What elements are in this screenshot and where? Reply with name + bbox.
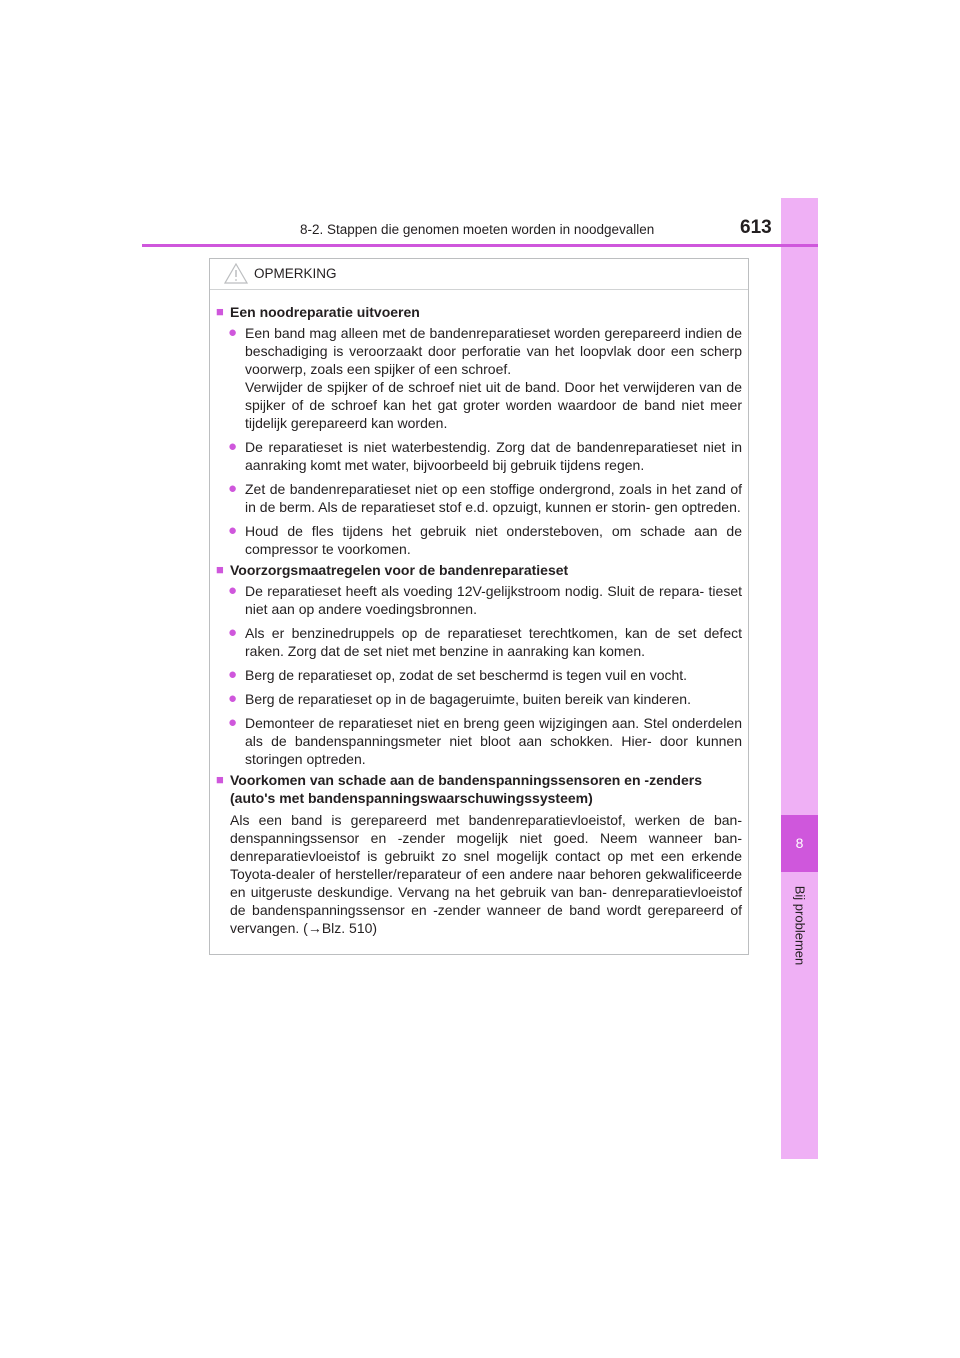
section-heading-text: Een noodreparatie uitvoeren [230,304,420,320]
list-item [216,690,742,708]
round-bullet-icon: ● [228,324,238,341]
header-rule [142,244,818,247]
square-bullet-icon: ■ [216,562,224,577]
square-bullet-icon: ■ [216,772,224,787]
round-bullet-icon: ● [228,666,238,683]
section-heading-text: Voorkomen van schade aan de bandenspanningssensoren en -zenders (auto's met bandenspanningswaarschuwingssysteem) [230,772,702,806]
list-item [216,438,742,474]
round-bullet-icon: ● [228,624,238,641]
chapter-label: Bij problemen [792,885,807,965]
list-item-text: De reparatieset heeft als voeding 12V-gelijkstroom nodig. Sluit de repara- tieset niet aan op andere voedingsbronnen. [245,583,742,617]
notice-body [210,290,748,937]
square-bullet-icon: ■ [216,304,224,319]
section-heading [216,771,742,807]
round-bullet-icon: ● [228,480,238,497]
list-item [216,714,742,768]
round-bullet-icon: ● [228,522,238,539]
round-bullet-icon: ● [228,438,238,455]
list-item-text: Een band mag alleen met de bandenreparatieset worden gerepareerd indien de beschadiging is veroorzaakt door perforatie van het loopvlak door een scherp voorwerp, zoals een spijker of een schroef. Verwijder de spijker of de schroef niet uit de band. Door het verwijderen van de spijker of de schroef kan het gat groter worden waardoor de band niet meer tijdelijk gerepareerd kan worden. [245,325,742,431]
list-item [216,522,742,558]
list-item [216,582,742,618]
notice-header [210,259,748,290]
list-item-text: Als er benzinedruppels op de reparatieset terechtkomen, kan de set defect raken. Zorg dat de set niet met benzine in aanraking kan komen. [245,625,742,659]
list-item [216,480,742,516]
list-item-text: De reparatieset is niet waterbestendig. Zorg dat de bandenreparatieset niet in aanraking komt met water, bijvoorbeeld bij gebruik tijdens regen. [245,439,742,473]
list-item [216,324,742,432]
notice-title: OPMERKING [254,266,337,281]
section-heading-text: Voorzorgsmaatregelen voor de bandenreparatieset [230,562,569,578]
list-item-text: Berg de reparatieset op in de bagageruimte, buiten bereik van kinderen. [245,691,691,707]
section-title: 8-2. Stappen die genomen moeten worden in noodgevallen [300,222,655,237]
round-bullet-icon: ● [228,714,238,731]
list-item-text: Berg de reparatieset op, zodat de set beschermd is tegen vuil en vocht. [245,667,688,683]
list-item-text: Houd de fles tijdens het gebruik niet ondersteboven, om schade aan de compressor te voorkomen. [245,523,742,557]
side-tab [781,198,818,1159]
section-heading [216,303,742,321]
list-item [216,624,742,660]
list-item-text: Demonteer de reparatieset niet en breng geen wijzigingen aan. Stel onderdelen als de bandenspanningsmeter niet bloot aan schokken. Hier- door kunnen storingen optreden. [245,715,742,767]
section-heading [216,561,742,579]
round-bullet-icon: ● [228,582,238,599]
warning-triangle-icon [224,263,248,284]
list-item-text: Zet de bandenreparatieset niet op een stoffige ondergrond, zoals in het zand of in de berm. Als de reparatieset stof e.d. opzuigt, kunnen er storin- gen optreden. [245,481,742,515]
round-bullet-icon: ● [228,690,238,707]
list-item [216,666,742,684]
chapter-label-container [781,880,818,970]
notice-box [209,258,749,955]
section-paragraph: Als een band is gerepareerd met bandenreparatievloeistof, werken de ban- denspanningssensor en -zender mogelijk niet goed. Neem wanneer ban- denreparatievloeistof is gebruikt zo snel mogelijk contact op met een erkende Toyota-dealer of hersteller/reparateur of een andere naar behoren gekwalificeerde en uitgeruste deskundige. Vervang na het gebruik van ban- denreparatievloeistof de bandenspanningssensor en -zender wanneer de band wordt gerepareerd of vervangen. (→Blz. 510) [230,812,742,936]
chapter-number: 8 [781,815,818,872]
page-number: 613 [740,217,772,238]
